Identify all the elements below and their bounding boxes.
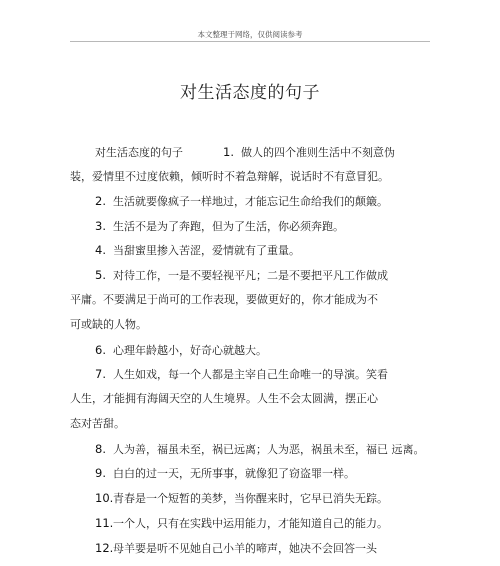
list-item	[95, 466, 355, 481]
item-number: 3.	[95, 219, 106, 233]
list-item	[95, 343, 267, 358]
list-item	[95, 491, 388, 506]
item-number: 11.	[95, 516, 114, 530]
page-header: 本文整理于网络，仅供阅读参考	[197, 30, 303, 39]
list-item	[95, 516, 388, 531]
header-divider	[70, 41, 430, 42]
item-number: 6.	[95, 343, 106, 357]
item-number: 9.	[95, 466, 106, 480]
intro-label: 对生活态度的句子	[95, 146, 183, 159]
item-text: 做人的四个准则生活中不刻意伪	[241, 146, 395, 159]
item-number: 7.	[95, 367, 106, 381]
list-item	[95, 442, 425, 457]
item-number: 1.	[223, 145, 234, 159]
item-text: 心理年龄越小，好奇心就越大。	[113, 344, 267, 357]
item-text: 人为善，福虽未至，祸已远离；人为恶，祸虽未至，福已 远离。	[113, 443, 425, 456]
item-text: 生活就要像疯子一样地过，才能忘记生命给我们的颠簸。	[113, 195, 388, 208]
item-continuation: 可或缺的人物。	[70, 318, 147, 331]
intro-continuation: 装，爱情里不过度依赖，倾听时不着急辩解，说话时不有意冒犯。	[70, 170, 389, 183]
list-item	[95, 367, 388, 382]
item-text: 生活不是为了奔跑，但为了生活，你必须奔跑。	[113, 220, 344, 233]
item-text: 人生如戏，每一个人都是主宰自己生命唯一的导演。笑看	[113, 368, 388, 381]
item-text: 青春是一个短暂的美梦，当你醒来时，它早已消失无踪。	[113, 492, 388, 505]
item-text: 母羊要是听不见她自己小羊的啼声，她决不会回答一头	[113, 542, 377, 555]
item-text: 白白的过一天，无所事事，就像犯了窃盗罪一样。	[113, 467, 355, 480]
item-number: 10.	[95, 491, 114, 505]
document-title: 对生活态度的句子	[180, 83, 320, 103]
item-number: 4.	[95, 243, 106, 257]
item-continuation: 人生，才能拥有海阔天空的人生境界。人生不会太圆满，摆正心	[70, 392, 378, 405]
item-number: 5.	[95, 268, 106, 282]
list-item	[95, 194, 388, 209]
list-item	[95, 243, 300, 258]
item-number: 12.	[95, 541, 114, 555]
list-item	[95, 268, 388, 283]
list-item	[95, 541, 377, 556]
list-item	[95, 219, 344, 234]
intro-line	[95, 145, 395, 160]
item-number: 8.	[95, 442, 106, 456]
item-text: 当甜蜜里掺入苦涩，爱情就有了重量。	[113, 244, 300, 257]
item-continuation: 平庸。不要满足于尚可的工作表现，要做更好的，你才能成为不	[70, 293, 378, 306]
item-text: 一个人，只有在实践中运用能力，才能知道自己的能力。	[113, 517, 388, 530]
item-text: 对待工作，一是不要轻视平凡；二是不要把平凡工作做成	[113, 269, 388, 282]
item-continuation: 态对苦甜。	[70, 417, 125, 430]
item-number: 2.	[95, 194, 106, 208]
